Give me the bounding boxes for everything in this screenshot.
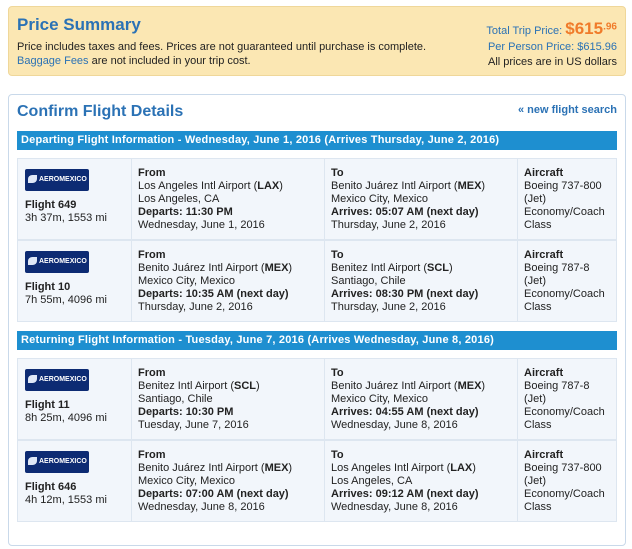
baggage-fees-link[interactable]: Baggage Fees (17, 55, 89, 67)
from-cell (131, 441, 324, 521)
logo-text: AEROMEXICO (39, 176, 87, 183)
departs-time (138, 288, 318, 301)
aeromexico-logo (25, 451, 89, 473)
logo-text: AEROMEXICO (39, 376, 87, 383)
from-airport-name: Benito Juárez Intl Airport ( (138, 462, 265, 474)
arrives-value: 04:55 AM (next day) (375, 406, 479, 418)
aircraft-label: Aircraft (524, 367, 564, 379)
aircraft-cell (517, 441, 617, 521)
departs-label: Departs: (138, 288, 186, 300)
depart-date: Wednesday, June 1, 2016 (138, 219, 265, 231)
per-person-price (486, 41, 617, 53)
from-airport (138, 262, 318, 275)
returning-section-header: Returning Flight Information - Tuesday, June 7, 2016 (Arrives Wednesday, June 8, 2016) (17, 331, 617, 350)
to-label: To (331, 167, 344, 179)
aircraft-type: Boeing 787-8 (Jet) (524, 380, 590, 405)
to-airport-name: Benitez Intl Airport ( (331, 262, 427, 274)
per-person-value: $615.96 (577, 41, 617, 53)
from-airport (138, 180, 318, 193)
from-airport (138, 462, 318, 475)
airline-cell (18, 241, 131, 321)
arrive-date: Thursday, June 2, 2016 (331, 219, 446, 231)
to-airport-code: MEX (457, 180, 482, 192)
from-airport-name: Los Angeles Intl Airport ( (138, 180, 258, 192)
to-cell (324, 159, 517, 239)
from-cell (131, 159, 324, 239)
from-cell (131, 359, 324, 439)
arrives-label: Arrives: (331, 288, 376, 300)
arrive-date: Wednesday, June 8, 2016 (331, 501, 458, 513)
departs-label: Departs: (138, 488, 186, 500)
from-airport-name: Benitez Intl Airport ( (138, 380, 234, 392)
from-label: From (138, 249, 166, 261)
airline-cell (18, 441, 131, 521)
to-paren: ) (472, 462, 476, 474)
logo-text: AEROMEXICO (39, 258, 87, 265)
to-airport-code: LAX (450, 462, 473, 474)
aeromexico-logo (25, 169, 89, 191)
arrives-time (331, 206, 511, 219)
flight-row (17, 240, 617, 322)
to-cell (324, 241, 517, 321)
flight-duration: 3h 37m, 1553 mi (25, 212, 107, 224)
from-paren: ) (288, 262, 293, 274)
baggage-note (17, 55, 251, 67)
eagle-icon (28, 375, 37, 383)
from-airport-name: Benito Juárez Intl Airport ( (138, 262, 265, 274)
to-paren: ) (481, 380, 486, 392)
from-paren: ) (279, 180, 283, 192)
to-label: To (331, 449, 344, 461)
departs-value: 07:00 AM (next day) (185, 488, 289, 500)
currency-note: All prices are in US dollars (488, 56, 617, 68)
departs-value: 10:35 AM (next day) (185, 288, 289, 300)
departs-value: 10:30 PM (185, 406, 234, 418)
to-city: Mexico City, Mexico (331, 393, 428, 405)
aircraft-type: Boeing 737-800 (Jet) (524, 462, 602, 487)
to-cell (324, 441, 517, 521)
arrives-time (331, 406, 511, 419)
cabin-class: Economy/Coach Class (524, 488, 605, 513)
from-airport-code: SCL (234, 380, 256, 392)
to-city: Santiago, Chile (331, 275, 406, 287)
aircraft-label: Aircraft (524, 449, 564, 461)
arrives-label: Arrives: (331, 488, 376, 500)
eagle-icon (28, 257, 37, 265)
to-paren: ) (449, 262, 453, 274)
aeromexico-logo (25, 251, 89, 273)
total-trip-dollars: $615 (565, 19, 604, 38)
to-airport-name: Los Angeles Intl Airport ( (331, 462, 451, 474)
aircraft-cell (517, 359, 617, 439)
arrives-label: Arrives: (331, 206, 376, 218)
from-paren: ) (256, 380, 260, 392)
airline-cell (18, 159, 131, 239)
departs-time (138, 206, 318, 219)
to-cell (324, 359, 517, 439)
eagle-icon (28, 175, 37, 183)
to-label: To (331, 367, 344, 379)
arrives-time (331, 488, 511, 501)
per-person-label: Per Person Price: (487, 41, 578, 53)
cabin-class: Economy/Coach Class (524, 206, 605, 231)
from-label: From (138, 367, 166, 379)
from-city: Mexico City, Mexico (138, 275, 235, 287)
departs-time (138, 488, 318, 501)
confirm-title: Confirm Flight Details (17, 103, 184, 120)
aeromexico-logo (25, 369, 89, 391)
flight-number: Flight 11 (25, 399, 70, 411)
to-airport (331, 462, 511, 475)
to-airport-name: Benito Juárez Intl Airport ( (331, 380, 458, 392)
flight-number: Flight 646 (25, 481, 77, 493)
to-airport-code: MEX (457, 380, 482, 392)
to-label: To (331, 249, 344, 261)
arrives-time (331, 288, 511, 301)
from-label: From (138, 449, 166, 461)
price-note: Price includes taxes and fees. Prices are not guaranteed until purchase is complete. (17, 41, 427, 53)
arrives-label: Arrives: (331, 406, 376, 418)
total-trip-price (486, 19, 617, 39)
to-airport (331, 262, 511, 275)
aircraft-type: Boeing 737-800 (Jet) (524, 180, 602, 205)
to-airport (331, 380, 511, 393)
flight-number: Flight 649 (25, 199, 77, 211)
depart-date: Wednesday, June 8, 2016 (138, 501, 265, 513)
to-airport-name: Benito Juárez Intl Airport ( (331, 180, 458, 192)
to-city: Mexico City, Mexico (331, 193, 428, 205)
from-airport-code: LAX (257, 180, 280, 192)
aircraft-cell (517, 159, 617, 239)
from-label: From (138, 167, 166, 179)
price-summary-panel (8, 6, 626, 76)
departs-label: Departs: (138, 406, 186, 418)
from-city: Mexico City, Mexico (138, 475, 235, 487)
from-cell (131, 241, 324, 321)
aircraft-label: Aircraft (524, 249, 564, 261)
from-airport (138, 380, 318, 393)
departing-section-header: Departing Flight Information - Wednesday, June 1, 2016 (Arrives Thursday, June 2, 2016) (17, 131, 617, 150)
from-paren: ) (288, 462, 293, 474)
eagle-icon (28, 457, 37, 465)
from-city: Los Angeles, CA (138, 193, 220, 205)
flight-number: Flight 10 (25, 281, 71, 293)
depart-date: Thursday, June 2, 2016 (138, 301, 253, 313)
flight-row (17, 358, 617, 440)
arrives-value: 05:07 AM (next day) (375, 206, 479, 218)
aircraft-cell (517, 241, 617, 321)
flight-duration: 7h 55m, 4096 mi (25, 294, 107, 306)
cabin-class: Economy/Coach Class (524, 406, 605, 431)
new-flight-search-link[interactable]: « new flight search (517, 104, 617, 116)
from-city: Santiago, Chile (138, 393, 213, 405)
price-totals (486, 19, 617, 68)
from-airport-code: MEX (264, 262, 289, 274)
departs-time (138, 406, 318, 419)
arrives-value: 08:30 PM (next day) (375, 288, 479, 300)
flight-duration: 4h 12m, 1553 mi (25, 494, 107, 506)
airline-cell (18, 359, 131, 439)
to-airport (331, 180, 511, 193)
to-paren: ) (481, 180, 486, 192)
depart-date: Tuesday, June 7, 2016 (138, 419, 249, 431)
price-summary-title: Price Summary (17, 15, 141, 34)
arrive-date: Wednesday, June 8, 2016 (331, 419, 458, 431)
cabin-class: Economy/Coach Class (524, 288, 605, 313)
total-trip-cents: .96 (603, 21, 617, 33)
to-city: Los Angeles, CA (331, 475, 413, 487)
total-trip-label: Total Trip Price: (486, 25, 566, 37)
logo-text: AEROMEXICO (39, 458, 87, 465)
aircraft-label: Aircraft (524, 167, 564, 179)
departs-value: 11:30 PM (185, 206, 233, 218)
arrive-date: Thursday, June 2, 2016 (331, 301, 446, 313)
flight-duration: 8h 25m, 4096 mi (25, 412, 107, 424)
to-airport-code: SCL (427, 262, 449, 274)
from-airport-code: MEX (264, 462, 289, 474)
flight-row (17, 440, 617, 522)
confirm-flight-panel (8, 94, 626, 546)
arrives-value: 09:12 AM (next day) (375, 488, 479, 500)
baggage-note-text: are not included in your trip cost. (88, 55, 251, 67)
aircraft-type: Boeing 787-8 (Jet) (524, 262, 590, 287)
departs-label: Departs: (138, 206, 186, 218)
flight-row (17, 158, 617, 240)
